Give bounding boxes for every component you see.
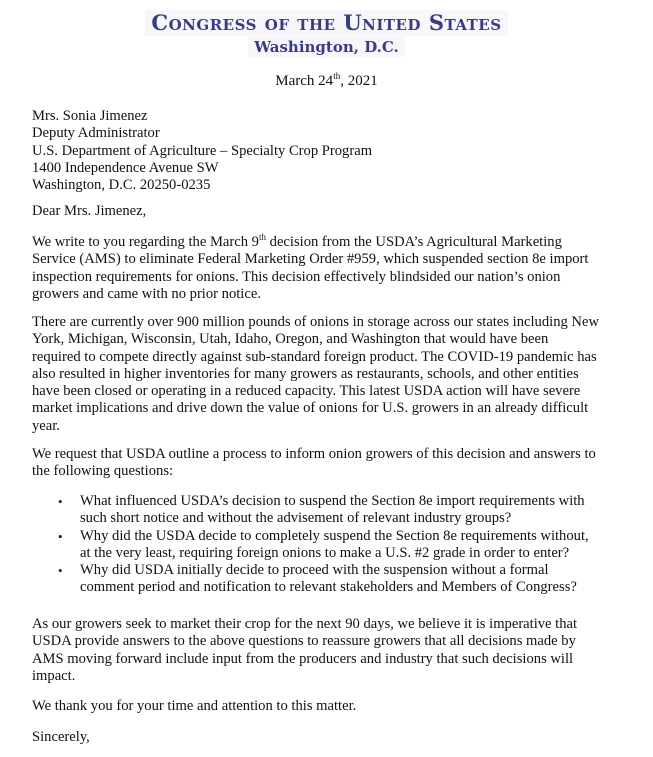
- text-line: comment period and notification to relevant stakeholders and Members of Congress?: [80, 579, 577, 596]
- question-item: [32, 562, 632, 597]
- text-line: inspection requirements for onions. This decision effectively blindsided our nation’s onion: [32, 268, 561, 285]
- text-line: at the very least, requiring foreign onions to make a U.S. #2 grade in order to enter?: [80, 544, 570, 561]
- text-line: York, Michigan, Wisconsin, Utah, Idaho, Oregon, and Washington that would have been: [32, 331, 549, 348]
- paragraph-storage: [32, 314, 612, 435]
- text-line: market implications and drive down the value of onions for U.S. growers in an already difficult: [32, 400, 589, 417]
- text-line: also resulted in higher inventories for many growers as restaurants, schools, and other entities: [32, 365, 579, 382]
- date-year: , 2021: [340, 73, 378, 89]
- paragraph-request: [32, 446, 612, 481]
- recipient-address: [32, 108, 372, 194]
- closing: Sincerely,: [32, 729, 90, 745]
- text-line: such short notice and without the advisement of relevant industry groups?: [80, 510, 512, 527]
- text-line: Why did USDA initially decide to proceed with the suspension without a formal: [80, 562, 549, 579]
- text-line: AMS moving forward include input from the producers and industry that such decisions will: [32, 650, 574, 667]
- letterhead: [0, 10, 653, 57]
- text-line: growers and came with no prior notice.: [32, 285, 261, 302]
- text-span: decision from the USDA’s Agricultural Marketing: [266, 234, 562, 250]
- question-list: [32, 493, 632, 597]
- text-line: Why did the USDA decide to completely suspend the Section 8e requirements without,: [80, 527, 589, 544]
- date-month-day: March 24: [275, 73, 334, 89]
- letterhead-title: Congress of the United States: [145, 10, 507, 36]
- ordinal-sup: th: [258, 232, 266, 242]
- text-line: What influenced USDA’s decision to suspend the Section 8e import requirements with: [80, 493, 585, 509]
- paragraph-imperative: [32, 616, 612, 685]
- recipient-street: 1400 Independence Avenue SW: [32, 159, 219, 176]
- letterhead-subtitle: Washington, D.C.: [248, 37, 405, 57]
- bullet-icon: •: [58, 494, 63, 509]
- text-line: We request that USDA outline a process to inform onion growers of this decision and answers to: [32, 446, 596, 462]
- text-line: have been closed or operating in a reduced capacity. This latest USDA action will have severe: [32, 383, 581, 400]
- paragraph-intro: [32, 234, 612, 303]
- text-line: USDA provide answers to the above questions to reassure growers that all decisions made by: [32, 633, 576, 650]
- recipient-name: Mrs. Sonia Jimenez: [32, 108, 148, 124]
- bullet-icon: •: [58, 528, 63, 544]
- text-line: As our growers seek to market their crop for the next 90 days, we believe it is imperative that: [32, 616, 578, 632]
- text-line: impact.: [32, 667, 76, 684]
- recipient-organization: U.S. Department of Agriculture – Specialty Crop Program: [32, 142, 373, 159]
- text-line: required to compete directly against sub-standard foreign product. The COVID-19 pandemic has: [32, 348, 597, 365]
- text-line: year.: [32, 417, 60, 434]
- recipient-title: Deputy Administrator: [32, 125, 160, 142]
- text-span: We write to you regarding the March 9: [32, 234, 259, 250]
- letter-date: [0, 72, 653, 90]
- date-ordinal: th: [333, 71, 341, 81]
- salutation: Dear Mrs. Jimenez,: [32, 203, 147, 219]
- question-item: [32, 528, 632, 563]
- question-item: [32, 493, 632, 528]
- text-line: the following questions:: [32, 463, 174, 480]
- recipient-city: Washington, D.C. 20250-0235: [32, 177, 211, 194]
- text-line: There are currently over 900 million pounds of onions in storage across our states including New: [32, 314, 599, 330]
- paragraph-thanks: We thank you for your time and attention to this matter.: [32, 698, 357, 714]
- bullet-icon: •: [58, 563, 63, 579]
- text-line: Service (AMS) to eliminate Federal Marketing Order #959, which suspended section 8e import: [32, 251, 589, 268]
